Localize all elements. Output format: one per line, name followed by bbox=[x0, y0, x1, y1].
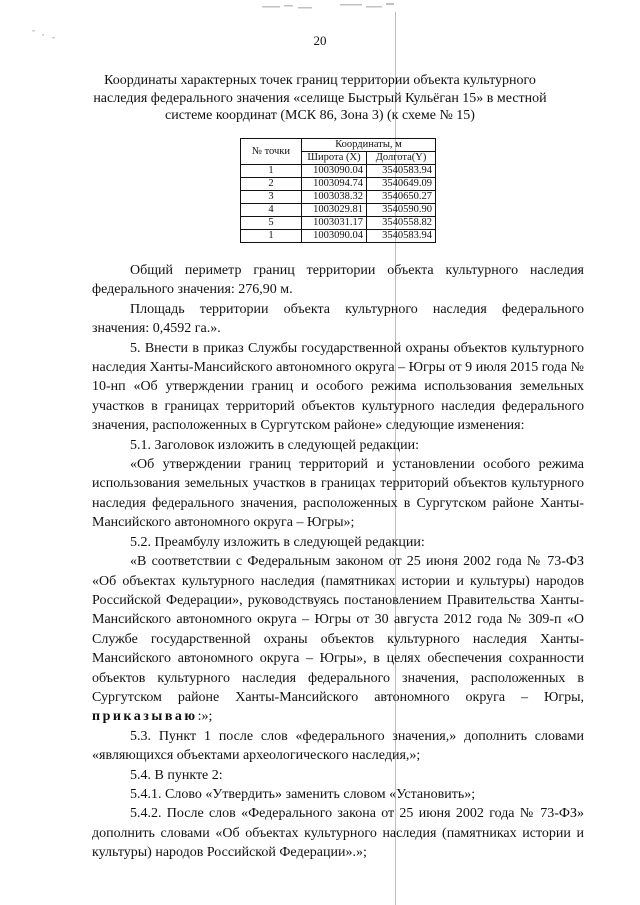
cell-latitude: 1003038.32 bbox=[302, 191, 367, 204]
paragraph-item-5-4-1: 5.4.1. Слово «Утвердить» заменить словом «Установить»; bbox=[130, 786, 476, 802]
page-number: 20 bbox=[313, 33, 327, 48]
cell-longitude: 3540583.94 bbox=[367, 230, 436, 243]
paragraph-area: Площадь территории объекта культурного наследия федерального значения: 0,4592 га.». bbox=[92, 301, 584, 337]
body-text bbox=[92, 261, 584, 863]
cell-point: 4 bbox=[241, 204, 302, 217]
header-coordinates: Координаты, м bbox=[302, 139, 436, 152]
table-row bbox=[241, 204, 436, 217]
header-latitude: Широта (X) bbox=[302, 152, 367, 165]
preamble-order-word: приказываю bbox=[92, 709, 198, 725]
cell-longitude: 3540583.94 bbox=[367, 165, 436, 178]
cell-point: 1 bbox=[241, 165, 302, 178]
cell-latitude: 1003094.74 bbox=[302, 178, 367, 191]
table-row bbox=[241, 217, 436, 230]
paragraph-preamble bbox=[92, 552, 584, 727]
cell-longitude: 3540590.90 bbox=[367, 204, 436, 217]
cell-point: 3 bbox=[241, 191, 302, 204]
scan-artifact-top bbox=[262, 0, 402, 18]
paragraph-item-5: 5. Внести в приказ Службы государственной охраны объектов культурного наследия Ханты-Мансийского автономного округа – Югры от 9 июля 2015 года № 10-нп «Об утверждении границ и особого режима использования земельных участков в границах территорий объектов культурного наследия федерального значения, расположенных в Сургутском районе» следующие изменения: bbox=[92, 340, 584, 434]
cell-latitude: 1003029.81 bbox=[302, 204, 367, 217]
table-row bbox=[241, 230, 436, 243]
coordinates-table bbox=[240, 138, 436, 243]
preamble-tail: :»; bbox=[197, 709, 213, 725]
paragraph-item-5-4-2: 5.4.2. После слов «Федерального закона от 25 июня 2002 года № 73-ФЗ» дополнить словами «Об объектах культурного наследия (памятниках истории и культуры) народов Российской Федерации».»; bbox=[92, 806, 584, 861]
paragraph-new-title: «Об утверждении границ территорий и установлении особого режима использования земельных участков в границах территорий объектов культурного наследия федерального значения, расположенных в Сургутском районе Ханты-Мансийского автономного округа – Югры»; bbox=[92, 457, 584, 531]
cell-longitude: 3540650.27 bbox=[367, 191, 436, 204]
cell-point: 1 bbox=[241, 230, 302, 243]
paragraph-item-5-3: 5.3. Пункт 1 после слов «федерального значения,» дополнить словами «являющихся объектами археологического наследия,»; bbox=[92, 728, 584, 764]
table-header-row bbox=[241, 139, 436, 152]
paragraph-item-5-1: 5.1. Заголовок изложить в следующей редакции: bbox=[130, 437, 420, 453]
table-row bbox=[241, 178, 436, 191]
paragraph-item-5-2: 5.2. Преамбулу изложить в следующей редакции: bbox=[130, 534, 425, 550]
cell-longitude: 3540558.82 bbox=[367, 217, 436, 230]
cell-latitude: 1003090.04 bbox=[302, 230, 367, 243]
header-longitude: Долгота(Y) bbox=[367, 152, 436, 165]
coordinates-title: Координаты характерных точек границ территории объекта культурного наследия федерального значения «селище Быстрый Кульёган 15» в местной системе координат (МСК 86, Зона 3) (к схеме № 15) bbox=[93, 73, 547, 123]
preamble-text: «В соответствии с Федеральным законом от 25 июня 2002 года № 73-ФЗ «Об объектах культурного наследия (памятниках истории и культуры) народов Российской Федерации», руководствуясь постановлением Правительства Ханты-Мансийского автономного округа – Югры от 30 августа 2012 года № 309-п «О Службе государственной охраны объектов культурного наследия Ханты-Мансийского автономного округа – Югры», в целях обеспечения сохранности объектов культурного наследия федерального значения, расположенных в Сургутском районе Ханты-Мансийского автономного округа – Югры, bbox=[92, 554, 584, 705]
cell-point: 5 bbox=[241, 217, 302, 230]
cell-latitude: 1003031.17 bbox=[302, 217, 367, 230]
cell-point: 2 bbox=[241, 178, 302, 191]
cell-longitude: 3540649.09 bbox=[367, 178, 436, 191]
table-row bbox=[241, 165, 436, 178]
paragraph-item-5-4: 5.4. В пункте 2: bbox=[130, 767, 223, 783]
table-row bbox=[241, 191, 436, 204]
header-point-number: № точки bbox=[241, 139, 302, 165]
cell-latitude: 1003090.04 bbox=[302, 165, 367, 178]
paragraph-perimeter: Общий периметр границ территории объекта культурного наследия федерального значения: 276,90 м. bbox=[92, 263, 584, 298]
